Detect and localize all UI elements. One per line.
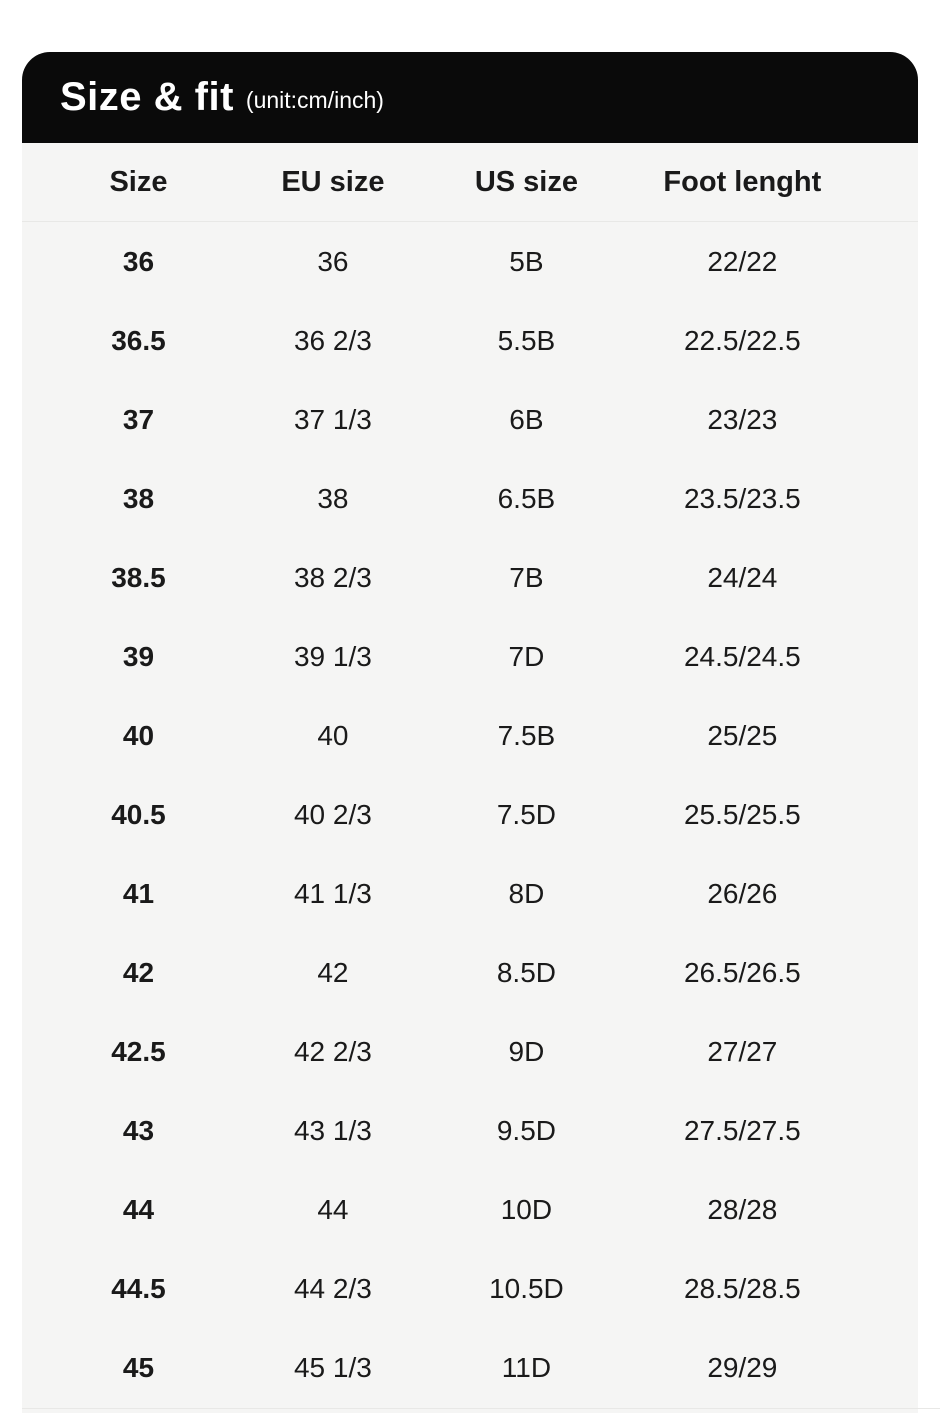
cell-us-size: 6B bbox=[509, 403, 544, 435]
size-table-header-row bbox=[22, 143, 918, 222]
cell-size: 39 bbox=[122, 640, 155, 672]
cell-size: 42 bbox=[122, 956, 155, 988]
cell-eu-size: 37 1/3 bbox=[293, 403, 372, 435]
cell-us-size: 5.5B bbox=[497, 324, 556, 356]
cell-size: 37 bbox=[122, 403, 155, 435]
column-header-eu-size: EU size bbox=[281, 165, 385, 198]
cell-foot-length: 27/27 bbox=[707, 1035, 778, 1067]
size-table bbox=[22, 143, 918, 1413]
cell-eu-size: 36 2/3 bbox=[293, 324, 372, 356]
cell-eu-size: 38 2/3 bbox=[293, 561, 372, 593]
table-row bbox=[22, 854, 918, 933]
cell-eu-size: 40 bbox=[317, 719, 349, 751]
cell-size: 38.5 bbox=[111, 561, 166, 593]
size-table-body bbox=[22, 222, 918, 1407]
cell-us-size: 9D bbox=[508, 1035, 545, 1067]
cell-foot-length: 22.5/22.5 bbox=[683, 324, 801, 356]
cell-eu-size: 44 bbox=[317, 1193, 349, 1225]
table-row bbox=[22, 538, 918, 617]
cell-size: 41 bbox=[122, 877, 155, 909]
cell-foot-length: 25/25 bbox=[707, 719, 778, 751]
cell-us-size: 7.5D bbox=[496, 798, 556, 830]
table-row bbox=[22, 1012, 918, 1091]
cell-size: 45 bbox=[122, 1351, 155, 1383]
cell-size: 40.5 bbox=[111, 798, 166, 830]
table-row bbox=[22, 775, 918, 854]
bottom-divider bbox=[22, 1408, 940, 1409]
table-row bbox=[22, 1091, 918, 1170]
size-chart-panel bbox=[22, 52, 918, 1413]
table-row bbox=[22, 1170, 918, 1249]
cell-foot-length: 27.5/27.5 bbox=[683, 1114, 801, 1146]
cell-size: 36 bbox=[122, 245, 155, 277]
cell-foot-length: 23.5/23.5 bbox=[683, 482, 801, 514]
cell-us-size: 10.5D bbox=[489, 1272, 564, 1304]
size-fit-banner bbox=[22, 52, 918, 143]
cell-size: 40 bbox=[122, 719, 155, 751]
cell-eu-size: 41 1/3 bbox=[293, 877, 372, 909]
cell-foot-length: 24/24 bbox=[707, 561, 778, 593]
cell-eu-size: 36 bbox=[317, 245, 349, 277]
cell-us-size: 8.5D bbox=[496, 956, 556, 988]
cell-eu-size: 39 1/3 bbox=[293, 640, 372, 672]
cell-size: 43 bbox=[122, 1114, 155, 1146]
cell-us-size: 7.5B bbox=[497, 719, 556, 751]
cell-eu-size: 44 2/3 bbox=[293, 1272, 372, 1304]
table-row bbox=[22, 380, 918, 459]
cell-foot-length: 26/26 bbox=[707, 877, 778, 909]
cell-foot-length: 28.5/28.5 bbox=[683, 1272, 801, 1304]
table-row bbox=[22, 696, 918, 775]
cell-us-size: 10D bbox=[500, 1193, 553, 1225]
cell-foot-length: 26.5/26.5 bbox=[683, 956, 801, 988]
cell-us-size: 7B bbox=[509, 561, 544, 593]
table-row bbox=[22, 617, 918, 696]
cell-eu-size: 38 bbox=[317, 482, 349, 514]
table-row bbox=[22, 1249, 918, 1328]
banner-title: Size & fit bbox=[60, 75, 234, 119]
cell-us-size: 9.5D bbox=[496, 1114, 556, 1146]
column-header-foot-length: Foot lenght bbox=[663, 165, 822, 198]
banner-unit-label: (unit:cm/inch) bbox=[245, 87, 384, 113]
cell-eu-size: 42 bbox=[317, 956, 349, 988]
table-row bbox=[22, 459, 918, 538]
cell-size: 42.5 bbox=[111, 1035, 166, 1067]
cell-us-size: 8D bbox=[508, 877, 545, 909]
cell-us-size: 11D bbox=[501, 1351, 552, 1383]
cell-foot-length: 25.5/25.5 bbox=[683, 798, 801, 830]
column-header-size: Size bbox=[109, 165, 168, 198]
table-row bbox=[22, 301, 918, 380]
table-row bbox=[22, 222, 918, 301]
cell-size: 44.5 bbox=[111, 1272, 166, 1304]
table-row bbox=[22, 933, 918, 1012]
cell-size: 38 bbox=[122, 482, 155, 514]
cell-foot-length: 23/23 bbox=[707, 403, 778, 435]
cell-foot-length: 24.5/24.5 bbox=[683, 640, 801, 672]
cell-eu-size: 42 2/3 bbox=[293, 1035, 372, 1067]
cell-foot-length: 22/22 bbox=[707, 245, 778, 277]
cell-us-size: 7D bbox=[508, 640, 545, 672]
cell-us-size: 6.5B bbox=[497, 482, 556, 514]
cell-size: 44 bbox=[122, 1193, 155, 1225]
cell-us-size: 5B bbox=[509, 245, 544, 277]
cell-eu-size: 45 1/3 bbox=[293, 1351, 372, 1383]
cell-foot-length: 29/29 bbox=[707, 1351, 778, 1383]
cell-size: 36.5 bbox=[111, 324, 166, 356]
cell-eu-size: 40 2/3 bbox=[293, 798, 372, 830]
cell-foot-length: 28/28 bbox=[707, 1193, 778, 1225]
table-row bbox=[22, 1328, 918, 1407]
column-header-us-size: US size bbox=[474, 165, 578, 198]
cell-eu-size: 43 1/3 bbox=[293, 1114, 372, 1146]
